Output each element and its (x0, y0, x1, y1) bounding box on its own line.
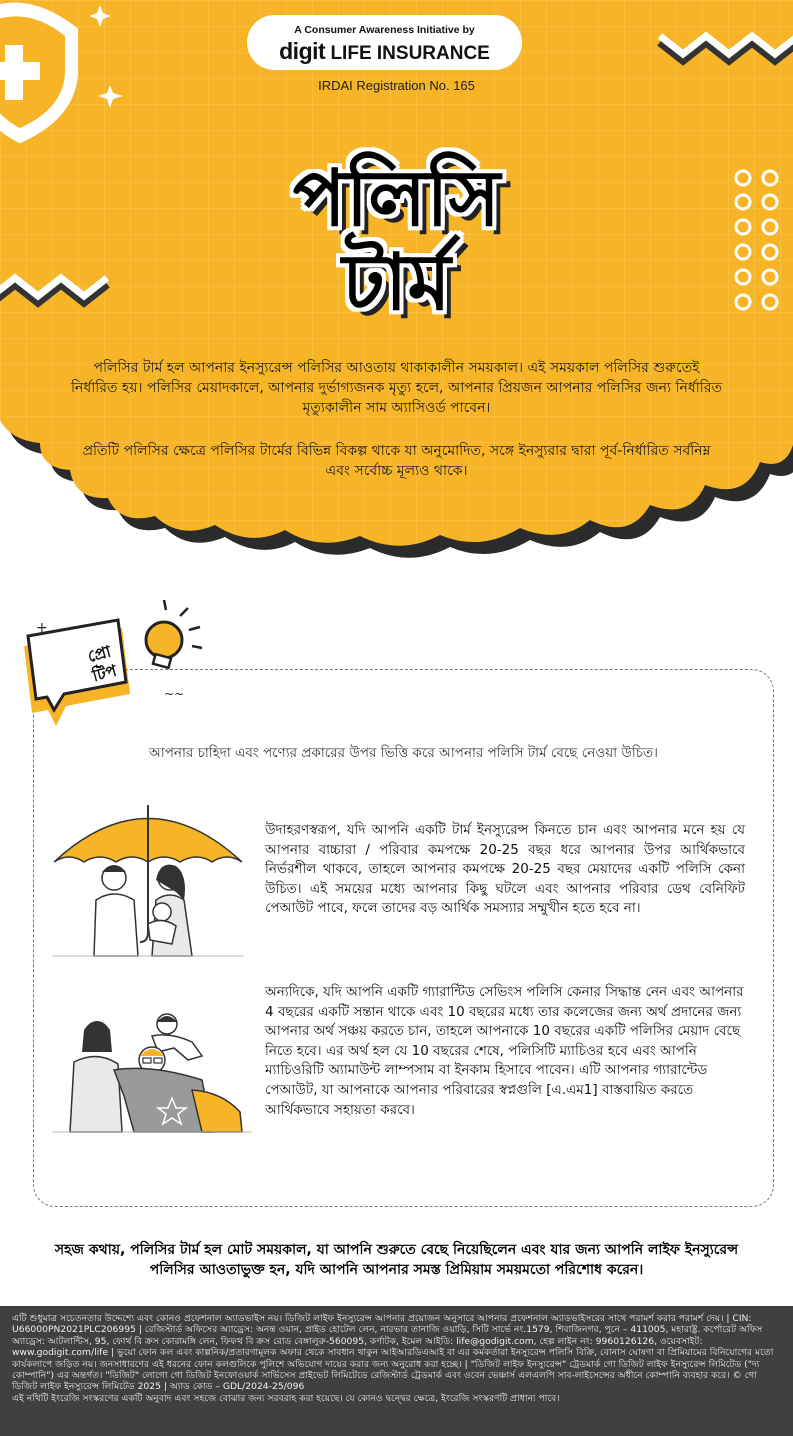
summary-text: সহজ কথায়, পলিসির টার্ম হল মোট সময়কাল, যা আপনি শুরুতে বেছে নিয়েছিলেন এবং যার জন্য আপনি লাইফ ইনস্যুরেন্স পলিসির আওতাভুক্ত হন, যদি আপনি আপনার সমস্ত প্রিমিয়াম সময়মতো পরিশোধ করেন। (54, 1242, 739, 1278)
intro-paragraph-2: প্রতিটি পলিসির ক্ষেত্রে পলিসির টার্মের বিভিন্ন বিকল্প থাকে যা অনুমোদিত, সঙ্গে ইনস্যুরার দ্বারা পূর্ব-নির্ধারিত সর্বনিম্ন এবং সর্বোচ্চ মূল্যও থাকে। (82, 443, 711, 479)
logo-brand: digit (279, 38, 326, 64)
page-title-line2: টার্ম (342, 238, 451, 328)
example-paragraph-1: উদাহরণস্বরূপ, যদি আপনি একটি টার্ম ইনস্যুরেন্স কিনতে চান এবং আপনার মনে হয় যে আপনার বাচ্চারা / পরিবার কমপক্ষে 20-25 বছর ধরে আপনার উপর আর্থিকভাবে নির্ভরশীল থাকবে, তাহলে আপনার কমপক্ষে 20-25 বছর মেয়াদের একটি পলিসি কেনা উচিত। এই সময়ের মধ্যে আপনার কিছু ঘটলে এবং আপনার পরিবার ডেথ বেনিফিট পেআউট পাবে, ফলে তাদের বড় আর্থিক সমস্যার সম্মুখীন হতে হবে না। (265, 822, 745, 917)
tagline: A Consumer Awareness Initiative by (294, 24, 475, 36)
svg-text:~~: ~~ (164, 687, 185, 701)
footer-note: এই নথিটি ইংরেজি সংস্করণের একটি অনুবাদ এবং সহজে বোঝার জন্য সরবরাহ করা হয়েছে। যে কোনও দ্বন্দ্বের ক্ষেত্রে, ইংরেজি সংস্করণটি প্রাধান্য পাবে। (12, 1392, 560, 1404)
footer-text: এটি শুধুমাত্র সচেতনতার উদ্দেশ্যে এবং কোনও প্রফেশনাল অ্যাডভাইস নয়। ডিজিট লাইফ ইনস্যুরেন্স আপনার প্রয়োজন অনুসারে আপনার প্রফেশনাল অ্যাডভাইসরের সাথে পরামর্শ করার পরামর্শ দেয়। | CIN: U66000PN2021PLC206995 | রেজিস্টার্ড অফিসের অ্যাড্রেস: অনন্ত ওয়ান, প্রাইড হোটেল লেন, নারভার তানাজি ওয়াড়ি, সিটি সার্ভে নং.1579, শিবাজিনগর, পুনে – 411005, মহারাষ্ট্র. কর্পোরেট অফিস অ্যাড্রেস: আটলান্টিস, 95, ফোর্থ বি ক্রস কোরামঙ্গি লেন, ফিফথ বি ক্রস রোড বেঙ্গালুরু-560095, কর্ণাটক, ইমেল আইডি: life@godigit.com, হেল্প লাইন নং: 9960126126, ওয়েবসাইট: www.godigit.com/life | ভুয়ো ফোন কল এবং কাল্পনিক/প্রতারণামূলক অফার থেকে সাবধান থাকুন আইআরডিএআই বা এর কর্মকর্তারা ইনস্যুরেন্স পলিসি বিক্রি, বোনাস ঘোষণা বা প্রিমিয়ামের বিনিয়োগের মতো কার্যকলাপে জড়িত নয়। জনসাধারণের এই ধরনের ফোন কলগুলিকে পুলিশে অভিযোগ দায়ের করার জন্য অনুরোধ করা হচ্ছে। | "ডিজিট লাইফ ইনস্যুরেন্স" ট্রেডমার্ক গো ডিজিট লাইফ ইনস্যুরেন্স লিমিটেড ("দ্য কোম্পানি") এর অন্তর্গত। "ডিজিট" লোগো গো ডিজিট ইনফোওয়ার্ক সার্ভিসেস প্রাইভেট লিমিটেডে রেজিস্টার্ড ট্রেডমার্ক এবং ওবেন ভেঞ্চার্স এলএলপি সাব-লাইসেন্সের অধীনে কোম্পানি ব্যবহার করে। © গো ডিজিট লাইফ ইনস্যুরেন্স লিমিটেড 2025 | অ্যাড কোড – GDL/2024-25/096 (12, 1313, 774, 1393)
pro-tip-heading: আপনার চাহিদা এবং পণ্যের প্রকারের উপর ভিত্তি করে আপনার পলিসি টার্ম বেছে নেওয়া উচিত। (149, 745, 658, 761)
umbrella-family-illustration (52, 800, 244, 960)
footer-disclaimer (0, 1306, 793, 1436)
irdai-registration: IRDAI Registration No. 165 (318, 78, 475, 93)
brand-badge (247, 15, 522, 70)
intro-paragraph-1: পলিসির টার্ম হল আপনার ইনস্যুরেন্স পলিসির আওতায় থাকাকালীন সময়কাল। এই সময়কাল পলিসির শুরুতেই নির্ধারিত হয়। পলিসির মেয়াদকালে, আপনার দুর্ভাগ্যজনক মৃত্যু হলে, আপনার প্রিয়জন আপনার পলিসির জন্য নির্ধারিত মৃত্যুকালীন সাম অ্যাসিওর্ড পাবেন। (70, 360, 723, 416)
example-paragraph-2: অন্যদিকে, যদি আপনি একটি গ্যারান্টিড সেভিংস পলিসি কেনার সিদ্ধান্ত নেন এবং আপনার 4 বছরের একটি সন্তান থাকে এবং 10 বছরের মধ্যে তার কলেজের জন্য অর্থ প্রদানের জন্য আপনার অর্থ সঞ্চয় করতে চান, তাহলে আপনাকে 10 বছরের একটি পলিসির মেয়াদ বেছে নিতে হবে। এর অর্থ হল যে 10 বছরের শেষে, পলিসিটি ম্যাচিওর হবে এবং আপনি ম্যাচিওরিটি অ্যামাউন্ট লাম্পসাম বা ইনকাম হিসাবে পাবেন। এটি আপনার গ্যারান্টেড পেআউট, যা আপনাকে আপনার পরিবারের স্বপ্নগুলি [এ.এম1] বাস্তবায়িত করতে আর্থিকভাবে সহায়তা করবে। (265, 984, 744, 1118)
pro-tip-label-line1: প্রো (85, 641, 113, 667)
logo-product: LIFE INSURANCE (330, 43, 490, 64)
pro-tip-label-line2: টিপ (90, 660, 119, 686)
playful-family-illustration (52, 1012, 252, 1134)
hero-section (0, 0, 793, 560)
svg-text:+: + (36, 620, 48, 636)
pro-tip-badge (14, 600, 214, 730)
lightbulb-icon (146, 600, 202, 668)
page-title-line1: পলিসি (292, 154, 501, 244)
brand-logo (247, 38, 522, 65)
